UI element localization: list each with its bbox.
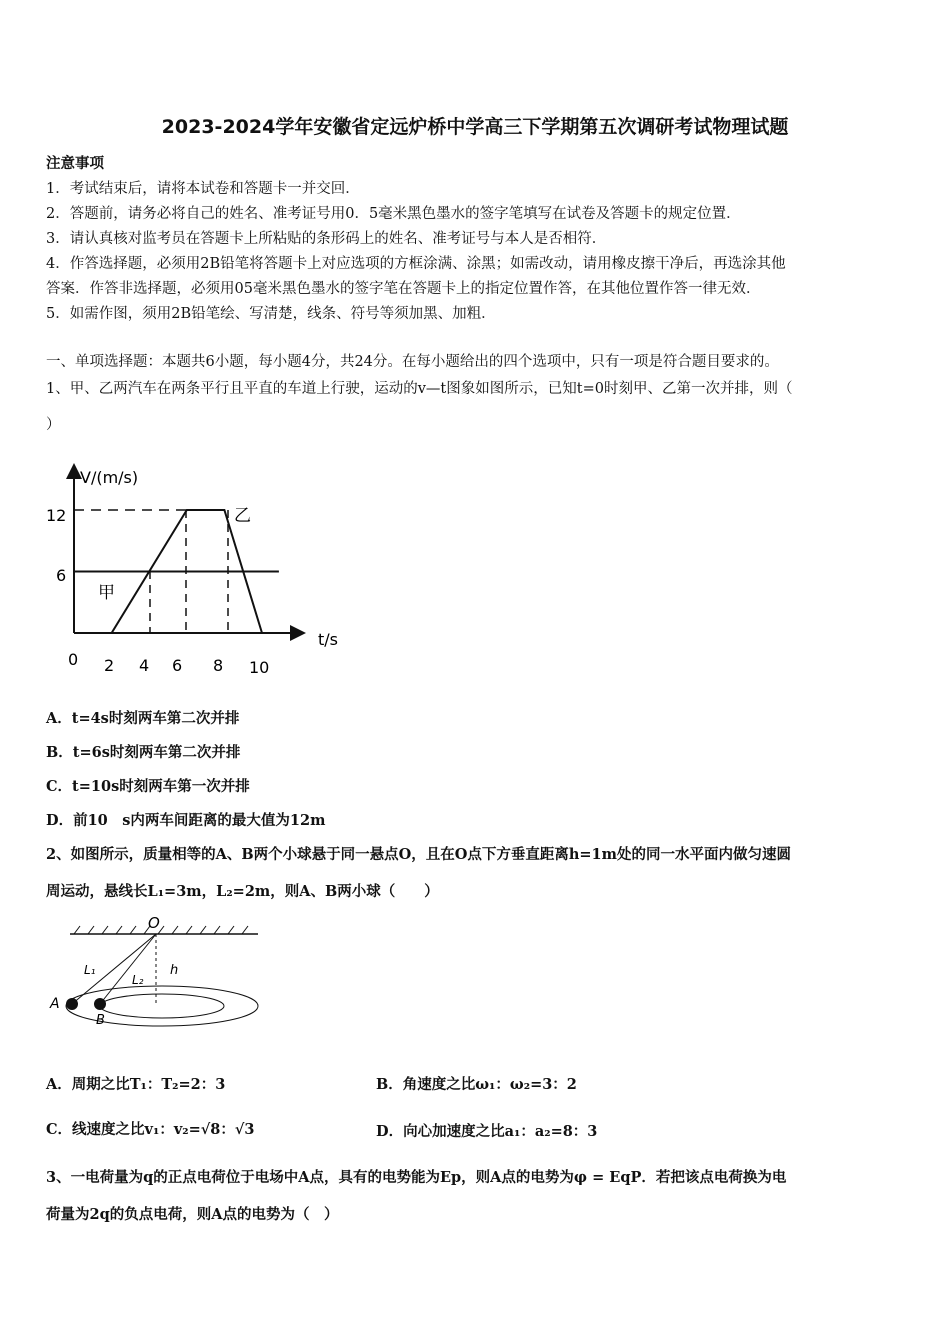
label-l1: L₁ [84,963,96,977]
q2-option-d[interactable]: D．向心加速度之比a₁：a₂=8：3 [376,1123,598,1140]
y-axis-label: V/(m/s) [80,468,139,487]
notice-item: 4．作答选择题，必须用2B铅笔将答题卡上对应选项的方框涂满、涂黑；如需改动，请用橡皮擦干净后，再选涂其他 [46,256,786,272]
x-tick-label: 4 [139,656,150,675]
section-heading: 一、单项选择题：本题共6小题，每小题4分，共24分。在每小题给出的四个选项中，只有一项是符合题目要求的。 [46,354,779,370]
ceiling-hatch [74,926,248,934]
label-o: O [148,914,160,932]
q2-option-a[interactable]: A．周期之比T₁：T₂=2：3 [46,1076,226,1093]
q1-option-a[interactable]: A．t=4s时刻两车第二次并排 [46,710,240,727]
label-a: A [50,996,60,1012]
q3-stem: 3、一电荷量为q的正点电荷位于电场中A点，具有的电势能为Ep，则A点的电势为φ = EqP．若把该点电荷换为电 [46,1169,787,1186]
x-tick-label: 8 [213,656,224,675]
q2-option-b[interactable]: B．角速度之比ω₁：ω₂=3：2 [376,1076,577,1093]
q1-stem-end: ） [46,417,61,433]
notice-item: 答案．作答非选择题，必须用05毫米黑色墨水的签字笔在答题卡上的指定位置作答，在其他位置作答一律无效． [46,281,761,297]
q1-option-c[interactable]: C．t=10s时刻两车第一次并排 [46,778,250,795]
q1-option-d[interactable]: D．前10 s内两车间距离的最大值为12m [46,812,326,829]
label-h: h [170,963,179,978]
q2-stem-cont: 周运动，悬线长L₁=3m，L₂=2m，则A、B两小球（ ） [46,883,439,900]
notice-item: 1．考试结束后，请将本试卷和答题卡一并交回． [46,181,360,197]
orbit-inner [100,994,224,1018]
notice-item: 5．如需作图，须用2B铅笔绘、写清楚，线条、符号等须加黑、加粗． [46,306,496,322]
y-tick-label: 12 [46,506,67,525]
q1-option-b[interactable]: B．t=6s时刻两车第二次并排 [46,744,241,761]
y-tick-label: 6 [56,566,67,585]
page-title: 2023-2024学年安徽省定远炉桥中学高三下学期第五次调研考试物理试题 [161,116,789,138]
label-b: B [96,1013,105,1028]
notice-heading: 注意事项 [46,156,104,172]
ball-a [66,998,78,1010]
vt-graph [40,455,370,685]
ball-b [94,998,106,1010]
label-l2: L₂ [132,973,144,987]
label-yi: 乙 [234,506,251,526]
x-tick-label: 2 [104,656,115,675]
notice-item: 2．答题前，请务必将自己的姓名、准考证号用0．5毫米黑色墨水的签字笔填写在试卷及答题卡的规定位置． [46,206,741,222]
string-l2 [100,934,156,1004]
q1-stem: 1、甲、乙两汽车在两条平行且平直的车道上行驶，运动的v—t图象如图所示，已知t=0时刻甲、乙第一次并排，则（ [46,381,793,397]
pendulum-figure [44,912,274,1032]
label-jia: 甲 [98,583,115,603]
x-tick-label: 0 [68,650,79,669]
q2-stem: 2、如图所示，质量相等的A、B两个小球悬于同一悬点O，且在O点下方垂直距离h=1m处的同一水平面内做匀速圆 [46,846,791,863]
q3-stem-cont: 荷量为2q的负点电荷，则A点的电势为（ ） [46,1206,339,1223]
x-tick-label: 6 [172,656,183,675]
q2-option-c[interactable]: C．线速度之比v₁：v₂=√8：√3 [46,1121,255,1138]
x-tick-label: 10 [249,658,270,677]
notice-item: 3．请认真核对监考员在答题卡上所粘贴的条形码上的姓名、准考证号与本人是否相符． [46,231,607,247]
x-axis-label: t/s [318,630,338,649]
